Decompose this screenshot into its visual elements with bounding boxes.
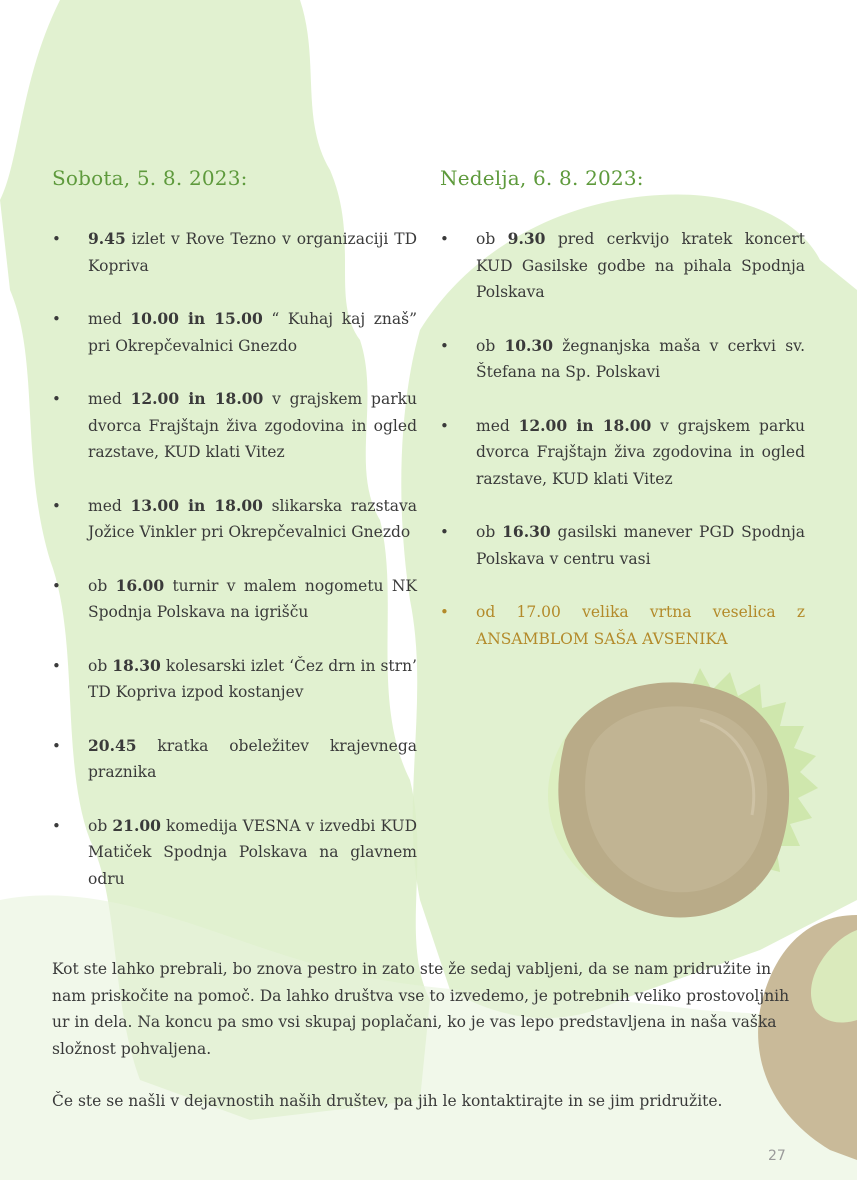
page-number: 27 — [768, 1148, 786, 1164]
list-item: • ob 16.30 gasilski manever PGD Spodnja Polskava v centru vasi — [440, 519, 805, 572]
list-item: • med 12.00 in 18.00 v grajskem parku dvorca Frajštajn živa zgodovina in ogled razstave, KUD klati Vitez — [52, 386, 417, 466]
bullet-icon: • — [52, 496, 61, 515]
bullet-icon: • — [52, 656, 61, 675]
bullet-icon: • — [440, 603, 449, 621]
bullet-icon: • — [52, 576, 61, 595]
closing-paragraph-1: Kot ste lahko prebrali, bo znova pestro in zato ste že sedaj vabljeni, da se nam pridružite in nam priskočite na pomoč. Da lahko društva vse to izvedemo, je potrebnih veliko prostovoljnih ur in dela. Na koncu pa smo vsi skupaj poplačani, ko je vas lepo predstavljena in naša vaška složnost pohvaljena. — [52, 960, 790, 1058]
list-item: • ob 9.30 pred cerkvijo kratek koncert KUD Gasilske godbe na pihala Spodnja Polskava — [440, 226, 805, 306]
list-item: • ob 16.00 turnir v malem nogometu NK Spodnja Polskava na igrišču — [52, 573, 417, 626]
bullet-icon: • — [440, 416, 449, 435]
closing-paragraph-2: Če ste se našli v dejavnostih naših društev, pa jih le kontaktirajte in se jim pridružite. — [52, 1092, 723, 1110]
sunday-heading: Nedelja, 6. 8. 2023: — [440, 166, 644, 190]
list-item-highlight: • od 17.00 velika vrtna veselica z ANSAMBLOM SAŠA AVSENIKA — [440, 599, 805, 652]
bullet-icon: • — [440, 336, 449, 355]
bullet-icon: • — [52, 230, 61, 248]
bullet-icon: • — [52, 390, 61, 408]
list-item: • ob 21.00 komedija VESNA v izvedbi KUD Matiček Spodnja Polskava na glavnem odru — [52, 813, 417, 893]
list-item: • med 13.00 in 18.00 slikarska razstava Jožice Vinkler pri Okrepčevalnici Gnezdo — [52, 493, 417, 546]
sunday-column — [440, 166, 805, 679]
list-item: • ob 18.30 kolesarski izlet ‘Čez drn in strn’ TD Kopriva izpod kostanjev — [52, 653, 417, 706]
saturday-heading: Sobota, 5. 8. 2023: — [52, 166, 248, 190]
list-item: • ob 10.30 žegnanjska maša v cerkvi sv. Štefana na Sp. Polskavi — [440, 333, 805, 386]
list-item: • 9.45 izlet v Rove Tezno v organizaciji TD Kopriva — [52, 226, 417, 279]
saturday-column — [52, 166, 417, 919]
bullet-icon: • — [440, 230, 449, 248]
bullet-icon: • — [440, 523, 449, 541]
bullet-icon: • — [52, 816, 61, 835]
closing-text — [52, 956, 804, 1141]
list-item: • 20.45 kratka obeležitev krajevnega praznika — [52, 733, 417, 786]
bullet-icon: • — [52, 736, 61, 755]
bullet-icon: • — [52, 310, 61, 328]
saturday-events — [52, 226, 417, 892]
list-item: • med 12.00 in 18.00 v grajskem parku dvorca Frajštajn živa zgodovina in ogled razstave, KUD klati Vitez — [440, 413, 805, 493]
sunday-events — [440, 226, 805, 652]
list-item: • med 10.00 in 15.00 “ Kuhaj kaj znaš” pri Okrepčevalnici Gnezdo — [52, 306, 417, 359]
